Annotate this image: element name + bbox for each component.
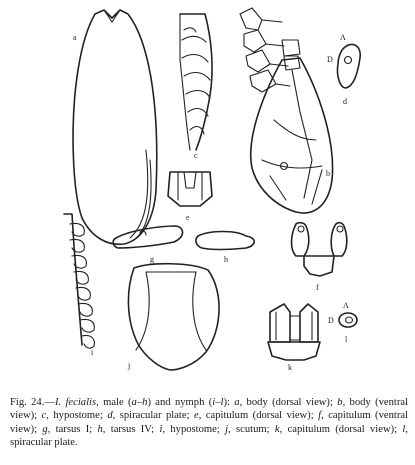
label-l: l	[345, 335, 348, 344]
caption-fig-number: Fig. 24.	[10, 397, 45, 408]
caption-and-nymph: ) and nymph (	[147, 397, 213, 408]
caption-e-letter: e	[194, 410, 199, 422]
label-a: a	[73, 33, 77, 42]
label-j: j	[128, 361, 131, 370]
caption-dash: —	[44, 397, 55, 408]
label-l-A: A	[343, 301, 349, 310]
label-g: g	[150, 255, 154, 264]
caption-b-letter: b	[337, 397, 343, 408]
caption-k-text: , capitulum (dorsal view);	[279, 423, 403, 435]
caption-c-letter: c	[41, 410, 47, 422]
drawing-h-tarsus-4	[196, 232, 254, 265]
figure-caption	[10, 396, 408, 449]
drawing-b-body-ventral	[240, 8, 333, 213]
caption-g-letter: g	[42, 423, 48, 435]
caption-a-letter: a	[234, 397, 240, 408]
caption-f-text: , capitulum (ventral view);	[10, 410, 408, 435]
caption-i-text: , hypostome;	[162, 423, 226, 435]
caption-i-letter: i	[159, 423, 163, 435]
caption-after-nymph: ):	[223, 397, 235, 408]
drawing-g-tarsus-1	[113, 226, 182, 264]
caption-h-letter: h	[97, 423, 103, 435]
caption-h-text: , tarsus IV;	[102, 423, 160, 435]
caption-line1-rest: , male (	[96, 397, 132, 408]
caption-d-letter: d	[107, 410, 113, 422]
caption-b-text: , body (ventral view);	[10, 397, 409, 422]
caption-c-text: , hypostome;	[46, 410, 108, 422]
drawing-l-spiracular-plate	[328, 301, 357, 344]
caption-j-letter: j	[225, 423, 229, 435]
caption-d-text: , spiracular plate;	[112, 410, 194, 422]
caption-l-text: , spiracular plate.	[10, 423, 409, 448]
drawing-e-capitulum-dorsal	[168, 172, 212, 222]
label-f: f	[316, 283, 319, 292]
caption-male-range: a–h	[131, 397, 148, 408]
drawing-f-capitulum-ventral	[292, 223, 347, 292]
label-b: b	[326, 169, 330, 178]
caption-a-text: , body (dorsal view);	[239, 397, 333, 408]
label-d-A: A	[340, 33, 346, 42]
drawing-i-hypostome	[64, 214, 94, 357]
caption-nymph-range: i–l	[212, 397, 224, 408]
drawing-a-body-dorsal	[73, 10, 157, 244]
label-d: d	[343, 97, 347, 106]
caption-f-letter: f	[318, 410, 322, 422]
caption-g-text: , tarsus I;	[47, 423, 98, 435]
label-d-D: D	[327, 55, 333, 64]
caption-j-text: , scutum;	[228, 423, 275, 435]
label-c: c	[194, 151, 198, 160]
caption-l-letter: l	[402, 423, 406, 435]
caption-species: I. fecialis	[54, 397, 97, 408]
label-l-D: D	[328, 316, 334, 325]
label-h: h	[224, 255, 228, 264]
label-e: e	[186, 213, 190, 222]
drawing-d-spiracular-plate	[327, 33, 360, 106]
drawing-k-capitulum-dorsal	[268, 304, 320, 372]
caption-k-letter: k	[274, 423, 280, 435]
drawing-c-hypostome	[180, 14, 212, 160]
label-i: i	[91, 348, 94, 357]
label-k: k	[288, 363, 292, 372]
caption-e-text: , capitulum (dorsal view);	[198, 410, 319, 422]
drawing-j-scutum	[127, 264, 219, 370]
